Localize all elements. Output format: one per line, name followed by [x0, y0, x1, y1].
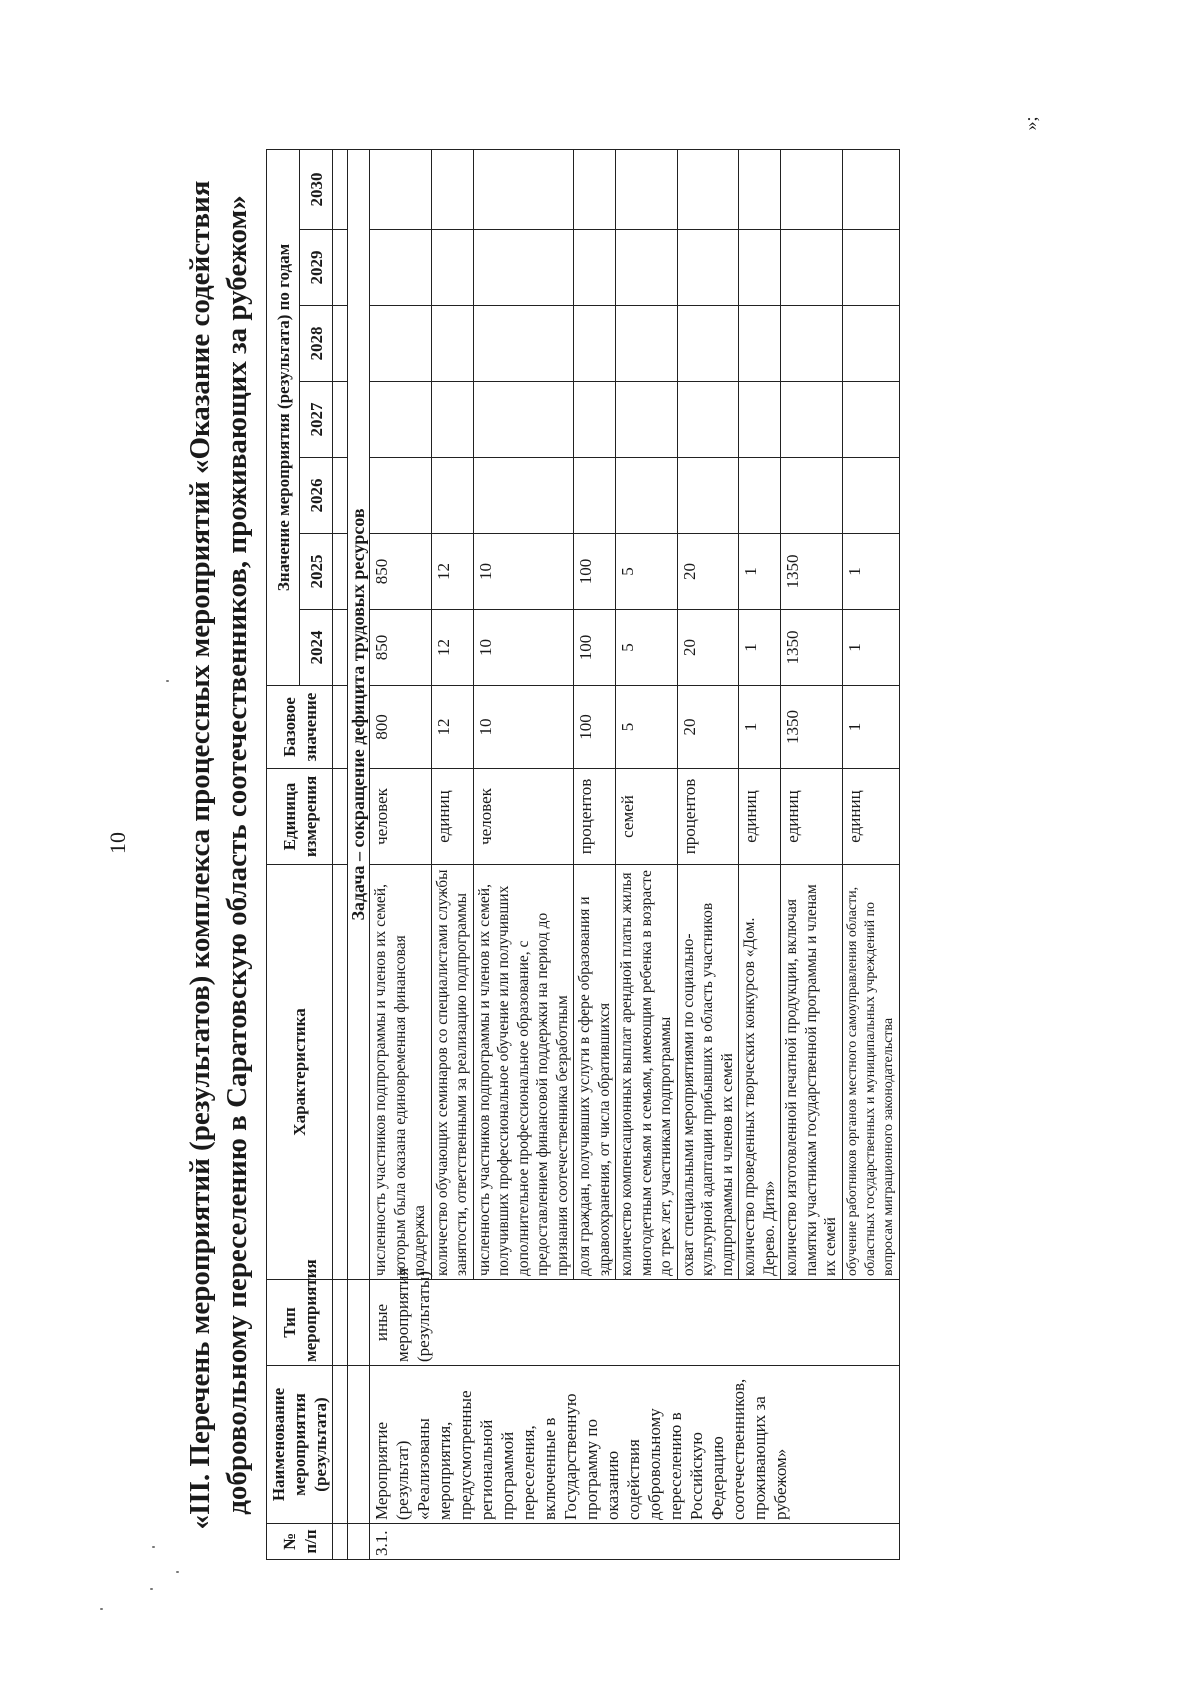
value-2024-cell: 1	[842, 610, 899, 686]
characteristic-cell: количество обучающих семинаров со специалистами службы занятости, ответственными за реализацию подпрограммы	[431, 865, 473, 1280]
header-unit: Единица измерения	[267, 769, 333, 865]
header-year: 2028	[300, 306, 333, 382]
characteristic-cell: охват специальными мероприятиями по социально-культурной адаптации прибывших в область участников подпрограммы и членов их семей	[677, 865, 739, 1280]
unit-cell: единиц	[739, 769, 781, 865]
unit-cell: процентов	[677, 769, 739, 865]
base-value-cell: 100	[574, 686, 616, 769]
header-year: 2025	[300, 534, 333, 610]
header-base: Базовое значение	[267, 686, 333, 769]
value-2025-cell: 850	[370, 534, 432, 610]
item-number: 3.1.	[370, 1524, 900, 1560]
value-2025-cell: 12	[431, 534, 473, 610]
value-2025-cell: 5	[616, 534, 678, 610]
header-values-group: Значение мероприятия (результата) по годам	[267, 149, 300, 685]
task-row	[348, 149, 370, 1559]
scan-speck	[150, 1588, 153, 1590]
value-2025-cell: 1350	[781, 534, 843, 610]
closing-quote-mark: »;	[1020, 116, 1041, 131]
characteristic-cell: количество изготовленной печатной продукции, включая памятки участникам государственной программы и членам их семей	[781, 865, 843, 1280]
table-row	[370, 149, 432, 1559]
header-year: 2024	[300, 610, 333, 686]
characteristic-cell: численность участников подпрограммы и членов их семей, которым была оказана единовременная финансовая поддержка	[370, 865, 432, 1280]
value-2024-cell: 100	[574, 610, 616, 686]
base-value-cell: 20	[677, 686, 739, 769]
unit-cell: единиц	[431, 769, 473, 865]
header-year: 2027	[300, 382, 333, 458]
item-name: Мероприятие (результат) «Реализованы мероприятия, предусмотренные региональной программой переселения, включенные в Государственную программу по оказанию содействия добровольному переселению в Российскую Федерацию соотечественников, проживающих за рубежом»	[370, 1366, 900, 1524]
unit-cell: человек	[370, 769, 432, 865]
base-value-cell: 1	[739, 686, 781, 769]
base-value-cell: 800	[370, 686, 432, 769]
header-type: Тип мероприятия	[267, 1280, 333, 1366]
characteristic-cell: доля граждан, получивших услуги в сфере образования и здравоохранения, от числа обратившихся	[574, 865, 616, 1280]
scan-speck	[176, 1571, 179, 1573]
value-2025-cell: 20	[677, 534, 739, 610]
characteristic-cell: обучение работников органов местного самоуправления области, областных государственных и муниципальных учреждений по вопросам миграционного законодательства	[842, 865, 899, 1280]
base-value-cell: 1350	[781, 686, 843, 769]
value-2024-cell: 10	[473, 610, 574, 686]
header-year: 2029	[300, 230, 333, 306]
column-spacer-row	[333, 149, 348, 1559]
base-value-cell: 10	[473, 686, 574, 769]
value-2025-cell: 10	[473, 534, 574, 610]
header-name: Наименование мероприятия (результата)	[267, 1366, 333, 1524]
measures-table	[266, 149, 900, 1560]
value-2025-cell: 1	[842, 534, 899, 610]
value-2024-cell: 12	[431, 610, 473, 686]
rotated-page-content	[170, 150, 1040, 1560]
item-type: иные мероприятия (результаты)	[370, 1280, 900, 1366]
unit-cell: единиц	[781, 769, 843, 865]
value-2024-cell: 1350	[781, 610, 843, 686]
scan-speck	[100, 1608, 103, 1610]
page-number: 10	[105, 832, 130, 854]
base-value-cell: 5	[616, 686, 678, 769]
base-value-cell: 1	[842, 686, 899, 769]
unit-cell: человек	[473, 769, 574, 865]
base-value-cell: 12	[431, 686, 473, 769]
value-2025-cell: 100	[574, 534, 616, 610]
characteristic-cell: количество проведенных творческих конкурсов «Дом. Дерево. Дитя»	[739, 865, 781, 1280]
value-2024-cell: 20	[677, 610, 739, 686]
value-2024-cell: 850	[370, 610, 432, 686]
scan-speck	[166, 680, 169, 682]
value-2024-cell: 1	[739, 610, 781, 686]
unit-cell: единиц	[842, 769, 899, 865]
unit-cell: процентов	[574, 769, 616, 865]
unit-cell: семей	[616, 769, 678, 865]
characteristic-cell: численность участников подпрограммы и членов их семей, получивших профессиональное обучение или получивших дополнительное профессиональное образование, с предоставлением финансовой поддержки на период до признания соотечественника безработным	[473, 865, 574, 1280]
header-year: 2026	[300, 458, 333, 534]
header-year: 2030	[300, 149, 333, 229]
value-2025-cell: 1	[739, 534, 781, 610]
value-2024-cell: 5	[616, 610, 678, 686]
header-num: № п/п	[267, 1524, 333, 1560]
scan-speck	[152, 1546, 155, 1548]
header-characteristic: Характеристика	[267, 865, 333, 1280]
task-text: Задача – сокращение дефицита трудовых ресурсов	[348, 149, 370, 1279]
characteristic-cell: количество компенсационных выплат арендной платы жилья многодетным семьям и семьям, имеющим ребенка в возрасте до трех лет, участникам подпрограммы	[616, 865, 678, 1280]
section-title: «III. Перечень мероприятий (результатов) комплекса процессных мероприятий «Оказание содействия добровольному переселению в Саратовскую область соотечественников, проживающих за рубежом»	[184, 180, 253, 1530]
